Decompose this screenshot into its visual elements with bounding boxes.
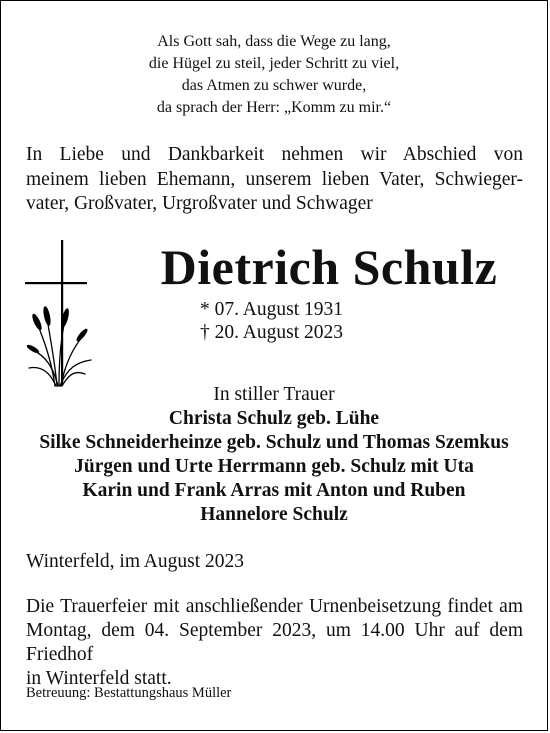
intro-line: meinem lieben Ehemann, unserem lieben Vater, Schwieger- [26,168,523,190]
death-date: † 20. August 2023 [200,322,344,343]
funeral-line: in Winterfeld statt. [26,668,172,689]
cross-with-grass-icon [25,238,95,388]
poem-line: die Hügel zu steil, jeder Schritt zu viel, [148,55,400,72]
mourner-line: Silke Schneiderheinze geb. Schulz und Thomas Szemkus [39,432,509,453]
poem-line: das Atmen zu schwer wurde, [181,77,367,94]
funeral-home-credit: Betreuung: Bestattungshaus Müller [26,685,232,701]
funeral-line: Die Trauerfeier mit anschließender Urnenbeisetzung findet am [26,596,523,617]
mourner-line: Karin und Frank Arras mit Anton und Ruben [82,480,466,501]
mourners-heading: In stiller Trauer [213,384,335,405]
poem [1,31,547,119]
mourner-line: Christa Schulz geb. Lühe [168,408,380,429]
funeral-line: Montag, dem 04. September 2023, um 14.00 Uhr auf dem Friedhof [26,620,523,665]
poem-line: da sprach der Herr: „Komm zu mir.“ [156,99,392,116]
place-date: Winterfeld, im August 2023 [26,551,245,572]
funeral-info [26,595,523,691]
intro-text [26,143,523,217]
life-dates [200,298,343,344]
mourner-line: Jürgen und Urte Herrmann geb. Schulz mit Uta [74,456,474,477]
mourners [1,383,547,527]
intro-line: In Liebe und Dankbarkeit nehmen wir Abschied von [26,144,523,165]
poem-line: Als Gott sah, dass die Wege zu lang, [157,33,391,50]
birth-date: * 07. August 1931 [200,299,344,320]
intro-line: vater, Großvater, Urgroßvater und Schwager [26,193,373,214]
deceased-name: Dietrich Schulz [160,239,498,295]
mourner-line: Hannelore Schulz [200,504,348,525]
